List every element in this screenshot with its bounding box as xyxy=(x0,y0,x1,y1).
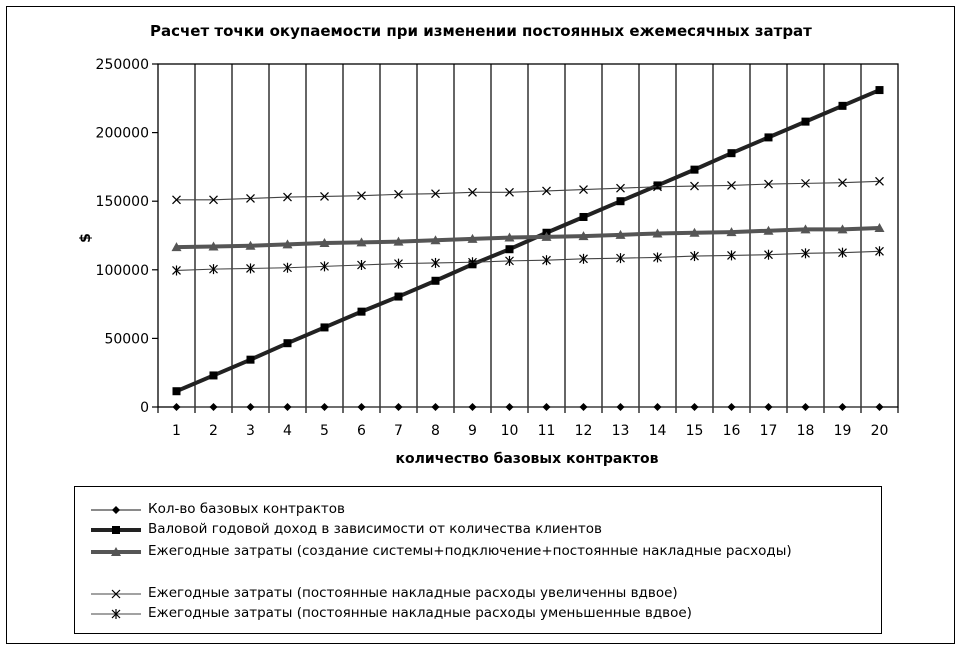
legend-swatch-square xyxy=(89,522,143,538)
data-point-diamond xyxy=(543,403,551,411)
data-point-diamond xyxy=(654,403,662,411)
x-tick-label: 4 xyxy=(283,423,292,439)
legend-swatch-x xyxy=(89,586,143,602)
data-point-square xyxy=(617,197,625,205)
chart-title: Расчет точки окупаемости при изменении постоянных ежемесячных затрат xyxy=(150,22,812,40)
x-tick-label: 1 xyxy=(172,423,181,439)
x-tick-label: 6 xyxy=(357,423,366,439)
y-tick-label: 50000 xyxy=(104,331,149,348)
x-tick-label: 12 xyxy=(574,423,593,439)
data-point-square xyxy=(728,149,736,157)
legend xyxy=(74,486,882,634)
data-point-square xyxy=(839,102,847,110)
data-point-square xyxy=(321,323,329,331)
data-point-diamond xyxy=(247,403,255,411)
x-tick-label: 7 xyxy=(394,423,403,439)
data-point-square xyxy=(210,371,218,379)
y-tick-label: 0 xyxy=(140,400,149,416)
data-point-diamond xyxy=(173,403,181,411)
x-tick-label: 9 xyxy=(468,423,477,439)
x-tick-label: 14 xyxy=(648,423,667,439)
legend-swatch-diamond xyxy=(89,502,143,518)
x-tick-label: 5 xyxy=(320,423,329,439)
x-tick-label: 18 xyxy=(796,423,815,439)
y-tick-label: 250000 xyxy=(95,57,149,73)
x-tick-label: 16 xyxy=(722,423,741,439)
data-point-diamond xyxy=(112,506,120,514)
x-tick-label: 15 xyxy=(685,423,704,439)
data-point-diamond xyxy=(580,403,588,411)
y-tick-label: 100000 xyxy=(95,262,149,279)
data-point-diamond xyxy=(432,403,440,411)
legend-label: Кол-во базовых контрактов xyxy=(148,501,345,517)
data-point-square xyxy=(506,245,514,253)
x-tick-label: 17 xyxy=(759,423,778,439)
data-point-square xyxy=(284,339,292,347)
data-point-diamond xyxy=(395,403,403,411)
y-axis-label: $ xyxy=(78,233,94,243)
data-point-square xyxy=(765,133,773,141)
data-point-diamond xyxy=(321,403,329,411)
x-axis-label: количество базовых контрактов xyxy=(395,451,659,467)
data-point-square xyxy=(112,526,120,534)
x-tick-label: 3 xyxy=(246,423,255,439)
data-point-diamond xyxy=(765,403,773,411)
data-point-diamond xyxy=(839,403,847,411)
x-tick-label: 11 xyxy=(537,423,556,439)
data-point-square xyxy=(691,166,699,174)
x-tick-label: 19 xyxy=(833,423,852,439)
data-point-diamond xyxy=(876,403,884,411)
data-point-square xyxy=(580,213,588,221)
data-point-square xyxy=(432,277,440,285)
data-point-square xyxy=(395,293,403,301)
data-point-diamond xyxy=(284,403,292,411)
legend-swatch-triangle xyxy=(89,544,143,560)
legend-label: Ежегодные затраты (создание системы+подключение+постоянные накладные расходы) xyxy=(148,543,792,559)
x-tick-label: 2 xyxy=(209,423,218,439)
legend-swatch-star xyxy=(89,606,143,622)
legend-label: Ежегодные затраты (постоянные накладные расходы увеличенны вдвое) xyxy=(148,585,678,601)
x-tick-label: 8 xyxy=(431,423,440,439)
data-point-diamond xyxy=(802,403,810,411)
legend-label: Валовой годовой доход в зависимости от количества клиентов xyxy=(148,521,602,537)
x-tick-label: 10 xyxy=(500,423,519,439)
data-point-diamond xyxy=(506,403,514,411)
data-point-square xyxy=(247,356,255,364)
data-point-diamond xyxy=(728,403,736,411)
x-tick-label: 20 xyxy=(870,423,889,439)
data-point-square xyxy=(802,118,810,126)
data-point-diamond xyxy=(691,403,699,411)
y-tick-label: 150000 xyxy=(95,194,149,211)
data-point-diamond xyxy=(469,403,477,411)
data-point-square xyxy=(173,387,181,395)
data-point-diamond xyxy=(617,403,625,411)
legend-label: Ежегодные затраты (постоянные накладные расходы уменьшенные вдвое) xyxy=(148,605,692,621)
data-point-diamond xyxy=(210,403,218,411)
data-point-square xyxy=(358,308,366,316)
data-point-square xyxy=(876,86,884,94)
x-tick-label: 13 xyxy=(611,423,630,439)
data-point-square xyxy=(654,181,662,189)
y-tick-label: 200000 xyxy=(95,125,149,142)
data-point-diamond xyxy=(358,403,366,411)
